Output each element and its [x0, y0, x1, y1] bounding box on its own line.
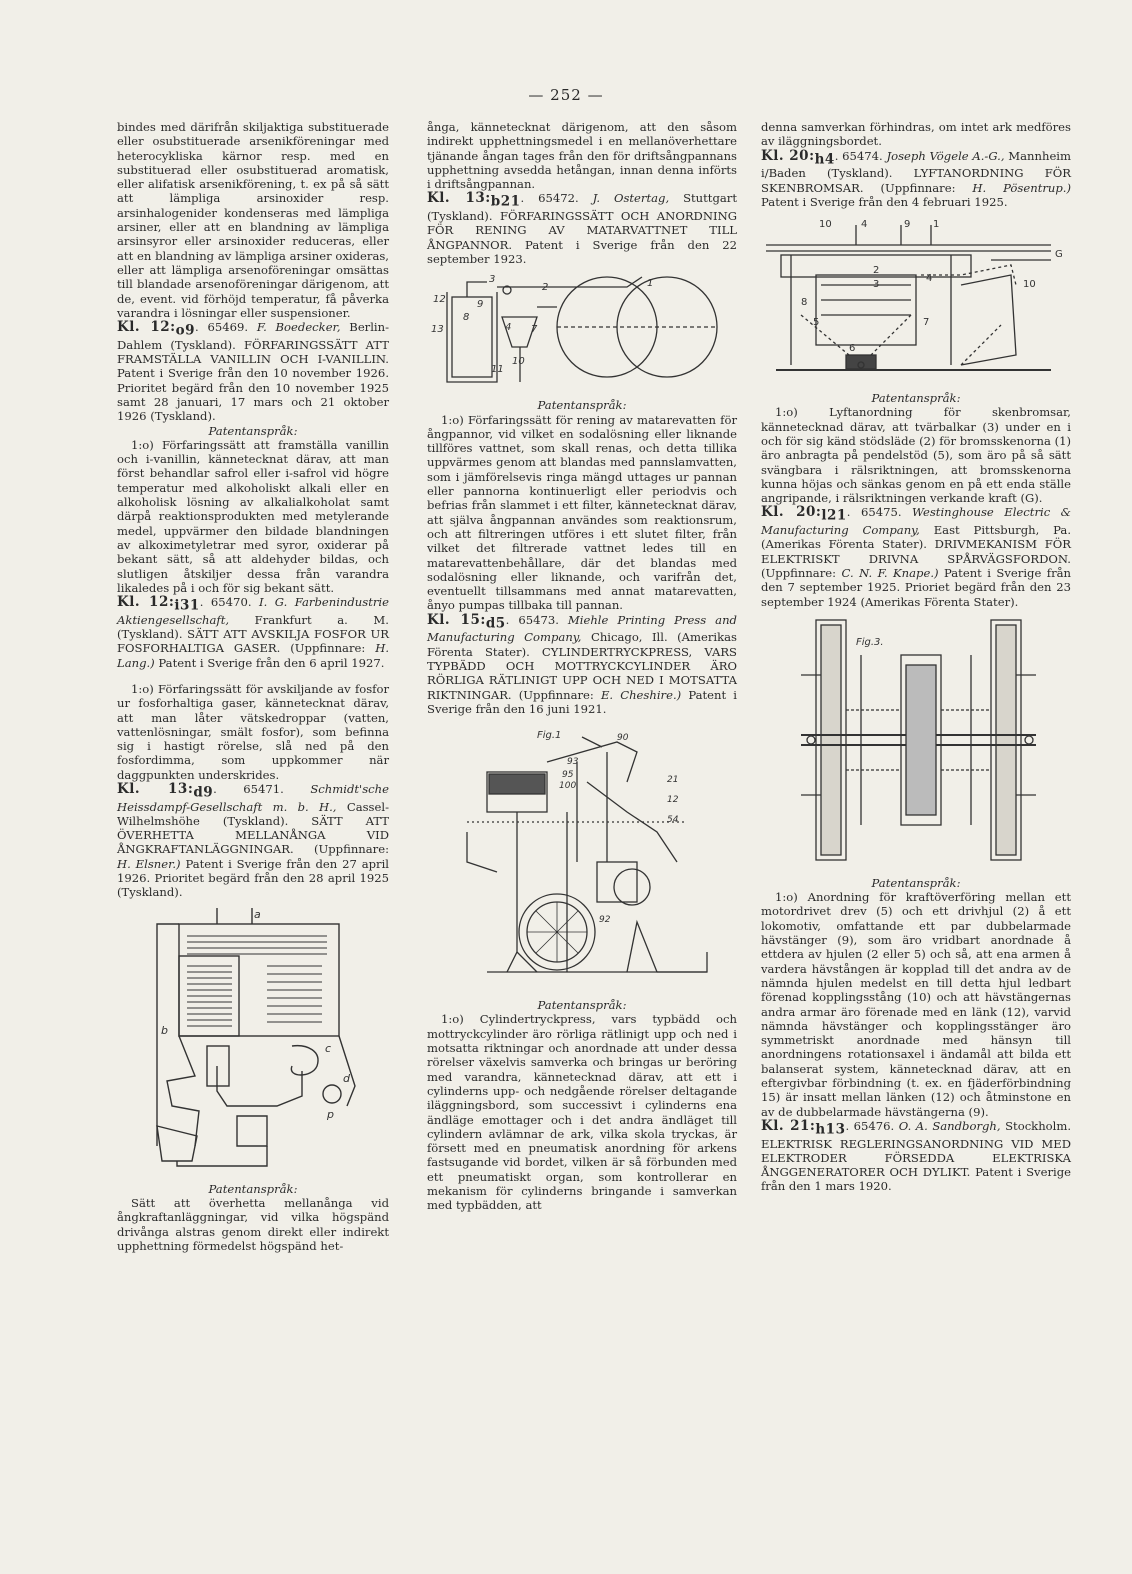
patent-details: Frankfurt a. M. (Tyskland). SÄTT ATT AVSKILJA FOSFOR UR FOSFORHALTIGA GASER. (Uppfinnare:	[117, 612, 389, 656]
fig-label: d	[343, 1071, 350, 1085]
patent-number: . 65475.	[846, 505, 902, 520]
fig-label: 3	[873, 279, 880, 291]
claim-heading: Patentanspråk:	[208, 423, 298, 438]
patent-owner: Westinghouse Electric & Manufacturing Company,	[761, 505, 1072, 538]
class-sub: h4	[814, 150, 835, 167]
fig-label: 11	[491, 364, 504, 376]
column-1	[117, 120, 389, 1253]
fig-label: 1	[647, 278, 654, 290]
patent-details: East Pittsburgh, Pa. (Amerikas Förenta Stater). DRIVMEKANISM FÖR ELEKTRISKT DRIVNA SPÅRVÄGSFORDON. (Uppfinnare:	[761, 523, 1072, 580]
fig-label: a	[254, 907, 261, 921]
fig-label: 10	[512, 356, 525, 368]
patent-owner: Schmidt'sche Heissdampf-Gesellschaft m. b. H.,	[117, 781, 389, 814]
patent-details-2: Patent i Sverige från den 16 juni 1921.	[427, 687, 737, 716]
patent-65476-heading	[761, 1119, 1071, 1194]
fig-label: 10	[1023, 279, 1036, 291]
fig-label: 4	[861, 219, 868, 231]
column-2	[427, 120, 737, 1213]
fig-label: 5	[813, 317, 820, 329]
class-label: Kl. 15:	[427, 611, 486, 628]
patent-65473-heading	[427, 613, 737, 716]
fig-label: 13	[431, 324, 444, 336]
fig-label: 2	[542, 282, 549, 294]
class-label: Kl. 20:	[761, 147, 815, 164]
patent-65475-heading	[761, 505, 1071, 608]
fig-label: 9	[477, 299, 484, 311]
fig-label: 9	[904, 219, 911, 231]
class-sub: d5	[485, 615, 506, 632]
patent-65474-heading	[761, 149, 1071, 210]
fig-label: 7	[531, 324, 538, 336]
patent-details: Cassel-Wilhelmshöhe (Tyskland). SÄTT ATT ÖVERHETTA MELLANÅNGA VID ÅNGKRAFTANLÄGGNINGAR. (Uppfinnare:	[117, 799, 389, 857]
fig-label: 93	[567, 757, 579, 768]
claim-text: 1:o) Förfaringssätt att framställa vanillin och i-vanillin, kännetecknat därav, att man först behandlar safrol eller i-safrol vid högre temperatur med alkoholiskt alkali eller en alkoholisk lösning av alkalialkoholat samt därpå reaktionsprodukten med metylerande medel, uppvärmer den bildade blandningen av alkoximetyletrar med syror, oxiderar på bekant sätt, så att aldehyder bildas, och slutligen åtskiljer dessa från varandra likaledes på i och för sig bekant sätt.	[117, 437, 389, 595]
claim-heading: Patentanspråk:	[871, 391, 961, 406]
class-sub: b21	[490, 193, 521, 210]
patent-owner: F. Boedecker,	[256, 320, 341, 335]
fig-label: 8	[463, 312, 470, 324]
patent-details: Chicago, Ill. (Amerikas Förenta Stater). CYLINDERTRYCKPRESS, VARS TYPBÄDD OCH MOTTRYCKCYLINDER ÄRO RÖRLIGA RÄTLINIGT UPP OCH NED I MOTSATTA RIKTNINGAR. (Uppfinnare:	[427, 630, 737, 702]
class-sub: l21	[821, 507, 847, 524]
class-label: Kl. 12:	[117, 319, 176, 336]
class-label: Kl. 21:	[761, 1117, 816, 1134]
patent-owner: O. A. Sandborgh,	[898, 1118, 1001, 1133]
patent-owner: Miehle Printing Press and Manufacturing Company,	[427, 612, 737, 645]
class-sub: i31	[174, 597, 200, 614]
column-3	[761, 120, 1071, 1194]
patent-inventor: H. Lang.)	[117, 641, 389, 670]
patent-number: . 65469.	[195, 320, 249, 335]
paragraph: bindes med därifrån skiljaktiga substituerade eller osubstituerade arsenikföreningar med heterocykliska kärnor resp. med en substituerad eller osubstituerad aromatisk, eller alifatisk arsenikförening, t. ex på så sätt att lämpliga arsinoxider resp. arsinhalogenider kondenseras med lämpliga arsiner, eller att en blandning av lämpliga arsinsyror eller arsinoxider reduceras, eller att en blandning av lämpliga arsiner oxideras, eller att lämpliga arsenoföreningar omsättas till blandade arsenoföreningar därigenom, att de, event. vid förhöjd temperatur, få påverka varandra i lösningar eller suspensioner.	[117, 120, 389, 320]
class-label: Kl. 13:	[117, 780, 194, 797]
paragraph: denna samverkan förhindras, om intet ark medföres av iläggningsbordet.	[761, 120, 1071, 149]
fig-label: 12	[667, 795, 679, 806]
claim-text: 1:o) Lyftanordning för skenbromsar, kännetecknad därav, att tvärbalkar (3) under en i och för sig känd stödsläde (2) för bromsskenorna (1) äro anbragta på pendelstöd (5), som äro på så sätt svängbara i rälsriktningen, att bromsskenorna kunna höjas och sänkas genom en på ett enda ställe angripande, i rälsriktningen verkande kraft (G).	[761, 405, 1071, 506]
fig-label: 100	[559, 781, 577, 792]
patent-number: . 65470.	[199, 595, 252, 610]
fig-label: 6	[849, 343, 856, 355]
feedwater-diagram	[427, 272, 737, 392]
page-number: — 252 —	[528, 86, 604, 104]
patent-details: Stuttgart (Tyskland). FÖRFARINGSSÄTT OCH ANORDNING FÖR RENING AV MATARVATTNET TILL ÅNGPANNOR. Patent i Sverige från den 22 september 1923.	[427, 191, 737, 266]
patent-number: . 65474.	[834, 148, 883, 163]
fig-label: 95	[562, 770, 574, 781]
class-sub: o9	[175, 322, 196, 339]
fig-label: 7	[923, 317, 930, 329]
patent-65472-heading	[427, 191, 737, 266]
claim-text: 1:o) Anordning för kraftöverföring mellan ett motordrivet drev (5) och ett drivhjul (2) å ett lokomotiv, omfattande ett par dubbelarmade hävstänger (9), som äro vridbart anordnade å ettdera av hjulen (2 eller 5) och så, att ena armen å vardera hävstången är kopplad till det andra av de nämnda hjulen medelst en till detta hjul ledbart förenad kopplingsstång (10) och att hävstängernas andra armar äro förenade med en länk (12), varvid nämnda hävstänger och kopplingsstänger äro symmetriskt anordnade med hänsyn till anordningens rotationsaxel i ändamål att bilda ett balanserat system, kännetecknad därav, att en eftergivbar förbindning (t. ex. en fjäderförbindning 15) är insatt mellan länken (12) och åtminstone en av de dubbelarmade hävstängerna (9).	[761, 890, 1071, 1119]
printing-press-diagram	[427, 722, 737, 992]
patent-details: Berlin-Dahlem (Tyskland). FÖRFARINGSSÄTT ATT FRAMSTÄLLA VANILLIN OCH I-VANILLIN. Patent i Sverige från den 10 november 1926. Prioritet begärd från den 10 november 1925 samt 28 januari, 17 mars och 21 oktober 1926 (Tyskland).	[117, 320, 390, 424]
patent-inventor: H. Elsner.)	[117, 856, 181, 871]
fig-label: 1	[933, 219, 940, 231]
fig-label: 92	[599, 915, 611, 926]
fig-label: 4	[505, 322, 512, 334]
fig-label: 8	[801, 297, 808, 309]
claim-text: 1:o) Förfaringssätt för rening av matarevatten för ångpannor, vid vilket en sodalösning eller liknande tillföres vattnet, som skall renas, och detta tillika uppvärmes genom att blandas med pannslamvatten, som i jämförelsevis ringa mängd uttages ur pannan eller pannorna kontinuerligt eller periodvis och befrias från slammet i ett filter, kännetecknat därav, att själva ångpannan användes som reaktionsrum, och att filtreringen utföres i ett slutet filter, från vilket det filtrerade vattnet ledes till en matarevattenbehållare, där det blandas med sodalösning eller liknande, och varifrån det, eventuellt tillsammans med annat matarevatten, ånyo pumpas tillbaka till pannan.	[427, 412, 737, 613]
fig-label: c	[325, 1041, 332, 1055]
patent-65471-heading	[117, 782, 389, 900]
patent-details: Mannheim i/Baden (Tyskland). LYFTANORDNING FÖR SKENBROMSAR. (Uppfinnare:	[761, 148, 1072, 195]
fig-label: 3	[489, 274, 496, 286]
patent-65470-heading	[117, 595, 389, 670]
claim-text: Sätt att överhetta mellanånga vid ångkraftanläggningar, vid vilka högspänd drivånga alstras genom direkt eller indirekt upphettning förmedelst högspänd het-	[117, 1195, 389, 1253]
drive-mechanism-diagram	[761, 615, 1071, 870]
patent-details-2: Patent i Sverige från den 27 april 1926. Prioritet begärd från den 28 april 1925 (Tyskland).	[117, 856, 389, 900]
claim-heading: Patentanspråk:	[208, 1181, 298, 1196]
fig-label: b	[161, 1023, 168, 1037]
fig-label: 2	[873, 265, 880, 277]
patent-details-2: Patent i Sverige från den 4 februari 1925.	[761, 194, 1008, 209]
class-label: Kl. 13:	[427, 190, 491, 207]
paragraph: ånga, kännetecknat därigenom, att den såsom indirekt upphettningsmedel i en mellanöverhettare tjänande ångan tages från den för driftsångpannans upphettning avsedda hetångan, innan denna införts i driftsångpannan.	[427, 120, 737, 192]
class-sub: d9	[193, 784, 214, 801]
claim-heading: Patentanspråk:	[871, 875, 961, 890]
patent-details-2: Patent i Sverige från den 6 april 1927.	[158, 655, 385, 670]
class-label: Kl. 20:	[761, 504, 822, 521]
fig-label: 21	[667, 775, 679, 786]
claim-heading: Patentanspråk:	[537, 398, 627, 413]
class-label: Kl. 12:	[117, 594, 175, 611]
superheater-diagram	[117, 906, 389, 1176]
fig-label: Fig.3.	[856, 636, 884, 648]
patent-number: . 65473.	[505, 612, 559, 627]
patent-65469-heading	[117, 320, 389, 423]
patent-number: . 65472.	[520, 191, 579, 206]
class-sub: h13	[815, 1121, 846, 1138]
fig-label: 4	[926, 273, 933, 285]
claim-text: 1:o) Cylindertryckpress, vars typbädd och mottryckcylinder äro rörliga rätlinigt upp och ned i motsatta riktningar och anordnade att under dessa rörelser växelvis samverka och bringas ur beröring med varandra, kännetecknad därav, att ett i cylinderns upp- och nedgående rörelser deltagande iläggningsbord, som successivt i cylinderns ena ändläge emottager och i det andra ändläget till cylindern avlämnar de ark, vilka skola tryckas, är försett med en pneumatisk anordning för arkens fastsugande vid bordet, vilken är så förbunden med ett pneumatiskt organ, som kontrollerar en mekanism för cylinderns bringande i samverkan med typbädden, att	[427, 1012, 737, 1213]
fig-label: G	[1055, 249, 1063, 261]
fig-label: 90	[617, 733, 629, 744]
claim-heading: Patentanspråk:	[537, 998, 627, 1013]
fig-label: Fig.1	[537, 730, 562, 742]
patent-details: Stockholm. ELEKTRISK REGLERINGSANORDNING VID MED ELEKTRODER FÖRSEDDA ELEKTRISKA ÅNGGENERATORER OCH DYLIKT. Patent i Sverige från den 1 mars 1920.	[761, 1118, 1072, 1194]
fig-label: p	[327, 1107, 334, 1121]
patent-inventor: C. N. F. Knape.)	[841, 565, 939, 580]
fig-label: 54	[667, 815, 679, 826]
patent-owner: J. Ostertag,	[592, 191, 670, 206]
patent-number: . 65476.	[845, 1118, 895, 1133]
patent-number: . 65471.	[213, 781, 284, 796]
patent-details-2: Patent i Sverige från den 7 september 1925. Prioriet begärd från den 23 september 1924 (Amerikas Förenta Stater).	[761, 565, 1071, 609]
fig-label: 10	[819, 219, 832, 231]
rail-brake-diagram	[761, 215, 1071, 385]
claim-text: 1:o) Förfaringssätt för avskiljande av fosfor ur fosforhaltiga gaser, kännetecknat därav, att man låter vätskedroppar (vatten, vattenlösningar, smält fosfor), som befinna sig i hastigt rörelse, slå ned på den fosfordimma, som uppkommer när daggpunkten underskrides.	[117, 681, 389, 782]
fig-label: 12	[433, 294, 446, 306]
patent-inventor: E. Cheshire.)	[600, 687, 682, 702]
patent-inventor: H. Pösentrup.)	[972, 180, 1071, 195]
patent-owner: Joseph Vögele A.-G.,	[886, 148, 1005, 163]
patent-owner: I. G. Farbenindustrie Aktiengesellschaft,	[117, 595, 389, 627]
